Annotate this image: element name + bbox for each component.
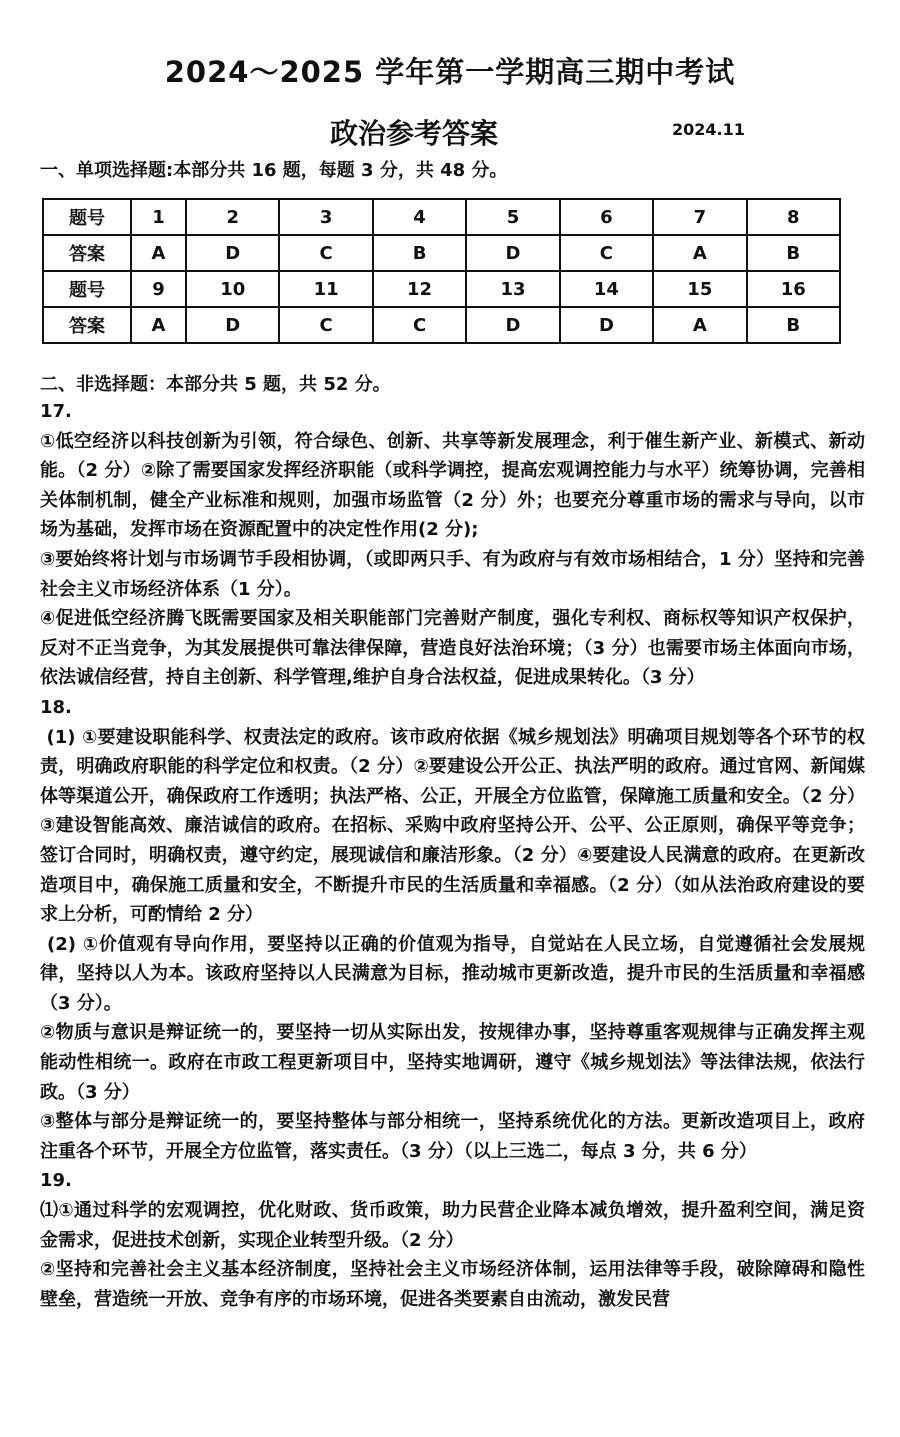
answer-cell: B xyxy=(747,235,840,271)
question-number-19: 19. xyxy=(40,1170,72,1192)
section2-heading: 二、非选择题：本部分共 5 题，共 52 分。 xyxy=(40,374,391,395)
answer-paragraph: ③要始终将计划与市场调节手段相协调，（或即两只手、有为政府与有效市场相结合，1 分）坚持和完善社会主义市场经济体系（1 分）。 xyxy=(40,548,865,600)
answer-cell: C xyxy=(279,235,372,271)
answer-paragraph: ②物质与意识是辩证统一的，要坚持一切从实际出发，按规律办事，坚持尊重客观规律与正确发挥主观能动性相统一。政府在市政工程更新项目中，坚持实地调研，遵守《城乡规划法》等法律法规，依法行政。（3 分） xyxy=(40,1022,865,1103)
question-number: 10 xyxy=(186,271,279,307)
answer-cell: C xyxy=(373,307,466,343)
answer-paragraph: ⑴①通过科学的宏观调控，优化财政、货币政策，助力民营企业降本减负增效，提升盈利空间，满足资金需求，促进技术创新，实现企业转型升级。（2 分） xyxy=(40,1200,865,1251)
answer-paragraph: ①低空经济以科技创新为引领，符合绿色、创新、共享等新发展理念，利于催生新产业、新模式、新动能。（2 分）②除了需要国家发挥经济职能（或科学调控，提高宏观调控能力与水平）统筹协调，完善相关体制机制，健全产业标准和规则，加强市场监管（2 分）外；也要充分尊重市场的需求与导向，以市场为基础，发挥市场在资源配置中的决定性作用(2 分); xyxy=(40,430,865,541)
document-subtitle: 政治参考答案 xyxy=(330,117,499,150)
question-number: 1 xyxy=(131,199,186,235)
question-label: 题号 xyxy=(43,271,131,307)
question-number: 14 xyxy=(560,271,653,307)
question-number: 12 xyxy=(373,271,466,307)
question-number-18: 18. xyxy=(40,696,72,718)
question-number: 16 xyxy=(747,271,840,307)
answer-cell: A xyxy=(131,307,186,343)
answer-cell: C xyxy=(560,235,653,271)
document-date: 2024.11 xyxy=(672,120,745,139)
question-label: 题号 xyxy=(43,199,131,235)
question-number-17: 17. xyxy=(40,401,72,422)
question-number: 4 xyxy=(373,199,466,235)
table-row xyxy=(43,307,840,343)
question-number: 3 xyxy=(279,199,372,235)
section1-heading: 一、单项选择题:本部分共 16 题，每题 3 分，共 48 分。 xyxy=(40,160,508,181)
question-number: 2 xyxy=(186,199,279,235)
table-row xyxy=(43,271,840,307)
question-number: 8 xyxy=(747,199,840,235)
question-number: 6 xyxy=(560,199,653,235)
question-number: 15 xyxy=(653,271,746,307)
page-title: 2024～2025 学年第一学期高三期中考试 xyxy=(164,55,736,89)
answer-paragraph: ④促进低空经济腾飞既需要国家及相关职能部门完善财产制度，强化专利权、商标权等知识产权保护，反对不正当竞争，为其发展提供可靠法律保障，营造良好法治环境；（3 分）也需要市场主体面向市场，依法诚信经营，持自主创新、科学管理,维护自身合法权益，促进成果转化。（3 分） xyxy=(40,608,865,689)
question-number: 11 xyxy=(279,271,372,307)
question-number: 7 xyxy=(653,199,746,235)
answer-paragraph: (1) ①要建设职能科学、权责法定的政府。该市政府依据《城乡规划法》明确项目规划等各个环节的权责，明确政府职能的科学定位和权责。（2 分）②要建设公开公正、执法严明的政府。通过官网、新闻媒体等渠道公开，确保政府工作透明；执法严格、公正，开展全方位监管，保障施工质量和安全。（2 分）③建设智能高效、廉洁诚信的政府。在招标、采购中政府坚持公开、公平、公正原则，确保平等竞争；签订合同时，明确权责，遵守约定，展现诚信和廉洁形象。（2 分）④要建设人民满意的政府。在更新改造项目中，确保施工质量和安全，不断提升市民的生活质量和幸福感。（2 分）（如从法治政府建设的要求上分析，可酌情给 2 分） xyxy=(40,726,865,926)
question-number: 5 xyxy=(466,199,559,235)
answer-cell: A xyxy=(131,235,186,271)
answer-paragraph: ③整体与部分是辩证统一的，要坚持整体与部分相统一，坚持系统优化的方法。更新改造项目上，政府注重各个环节，开展全方位监管，落实责任。（3 分）（以上三选二，每点 3 分，共 6 分） xyxy=(40,1111,865,1162)
answer-cell: D xyxy=(466,307,559,343)
answer-cell: A xyxy=(653,235,746,271)
answer-paragraph: (2) ①价值观有导向作用，要坚持以正确的价值观为指导，自觉站在人民立场，自觉遵循社会发展规律，坚持以人为本。该政府坚持以人民满意为目标，推动城市更新改造，提升市民的生活质量和幸福感（3 分）。 xyxy=(40,933,865,1014)
table-row xyxy=(43,235,840,271)
question-number: 9 xyxy=(131,271,186,307)
answer-cell: D xyxy=(560,307,653,343)
answer-cell: C xyxy=(279,307,372,343)
answer-cell: D xyxy=(186,235,279,271)
answer-cell: D xyxy=(466,235,559,271)
answer-label: 答案 xyxy=(43,235,131,271)
answer-cell: B xyxy=(747,307,840,343)
answer-table xyxy=(42,198,841,344)
answer-paragraph: ②坚持和完善社会主义基本经济制度，坚持社会主义市场经济体制，运用法律等手段，破除障碍和隐性壁垒，营造统一开放、竞争有序的市场环境，促进各类要素自由流动，激发民营 xyxy=(40,1259,865,1310)
answer-label: 答案 xyxy=(43,307,131,343)
question-number: 13 xyxy=(466,271,559,307)
answer-body xyxy=(40,397,865,1314)
answer-cell: A xyxy=(653,307,746,343)
table-row xyxy=(43,199,840,235)
answer-cell: D xyxy=(186,307,279,343)
answer-cell: B xyxy=(373,235,466,271)
